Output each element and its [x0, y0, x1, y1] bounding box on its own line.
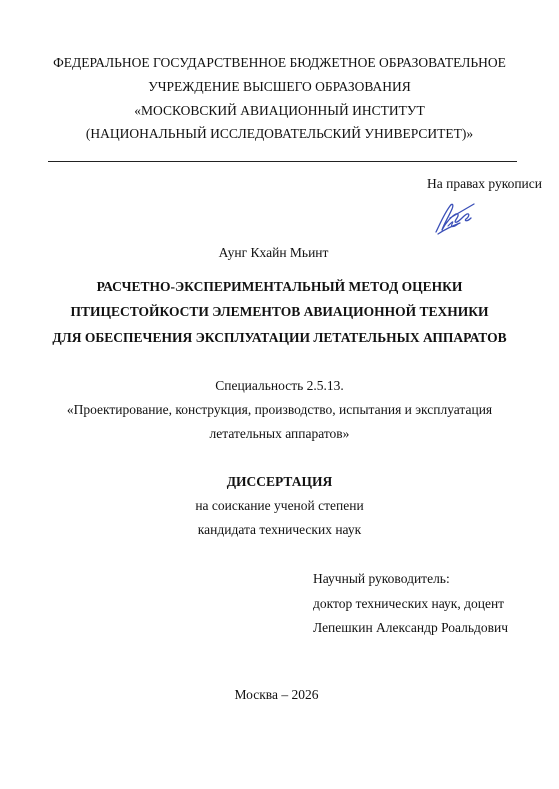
dissertation-line-1: на соискание ученой степени — [195, 498, 364, 513]
dissertation-label: ДИССЕРТАЦИЯ — [226, 474, 333, 489]
header-line-3: «МОСКОВСКИЙ АВИАЦИОННЫЙ ИНСТИТУТ — [134, 103, 425, 118]
title-line-2: ПТИЦЕСТОЙКОСТИ ЭЛЕМЕНТОВ АВИАЦИОННОЙ ТЕХНИКИ — [70, 304, 489, 319]
dissertation-line-2: кандидата технических наук — [197, 522, 362, 537]
title-line-1: РАСЧЕТНО-ЭКСПЕРИМЕНТАЛЬНЫЙ МЕТОД ОЦЕНКИ — [96, 279, 463, 294]
supervisor-label: Научный руководитель: — [313, 571, 450, 586]
header-divider — [48, 161, 517, 162]
author-name: Аунг Кхайн Мьинт — [218, 245, 329, 260]
specialty-code: Специальность 2.5.13. — [215, 378, 344, 393]
rights-note: На правах рукописи — [426, 176, 542, 191]
header-line-2: УЧРЕЖДЕНИЕ ВЫСШЕГО ОБРАЗОВАНИЯ — [148, 79, 411, 94]
supervisor-degree: доктор технических наук, доцент — [313, 596, 505, 611]
city-year: Москва – 2026 — [234, 687, 319, 702]
specialty-name-line-1: «Проектирование, конструкция, производство, испытания и эксплуатация — [66, 402, 493, 417]
supervisor-name: Лепешкин Александр Роальдович — [313, 620, 509, 635]
header-line-1: ФЕДЕРАЛЬНОЕ ГОСУДАРСТВЕННОЕ БЮДЖЕТНОЕ ОБРАЗОВАТЕЛЬНОЕ — [53, 55, 506, 70]
specialty-name-line-2: летательных аппаратов» — [209, 426, 350, 441]
header-line-4: (НАЦИОНАЛЬНЫЙ ИССЛЕДОВАТЕЛЬСКИЙ УНИВЕРСИТЕТ)» — [85, 126, 474, 141]
title-line-3: ДЛЯ ОБЕСПЕЧЕНИЯ ЭКСПЛУАТАЦИИ ЛЕТАТЕЛЬНЫХ АППАРАТОВ — [52, 330, 507, 345]
signature-icon — [430, 196, 480, 238]
